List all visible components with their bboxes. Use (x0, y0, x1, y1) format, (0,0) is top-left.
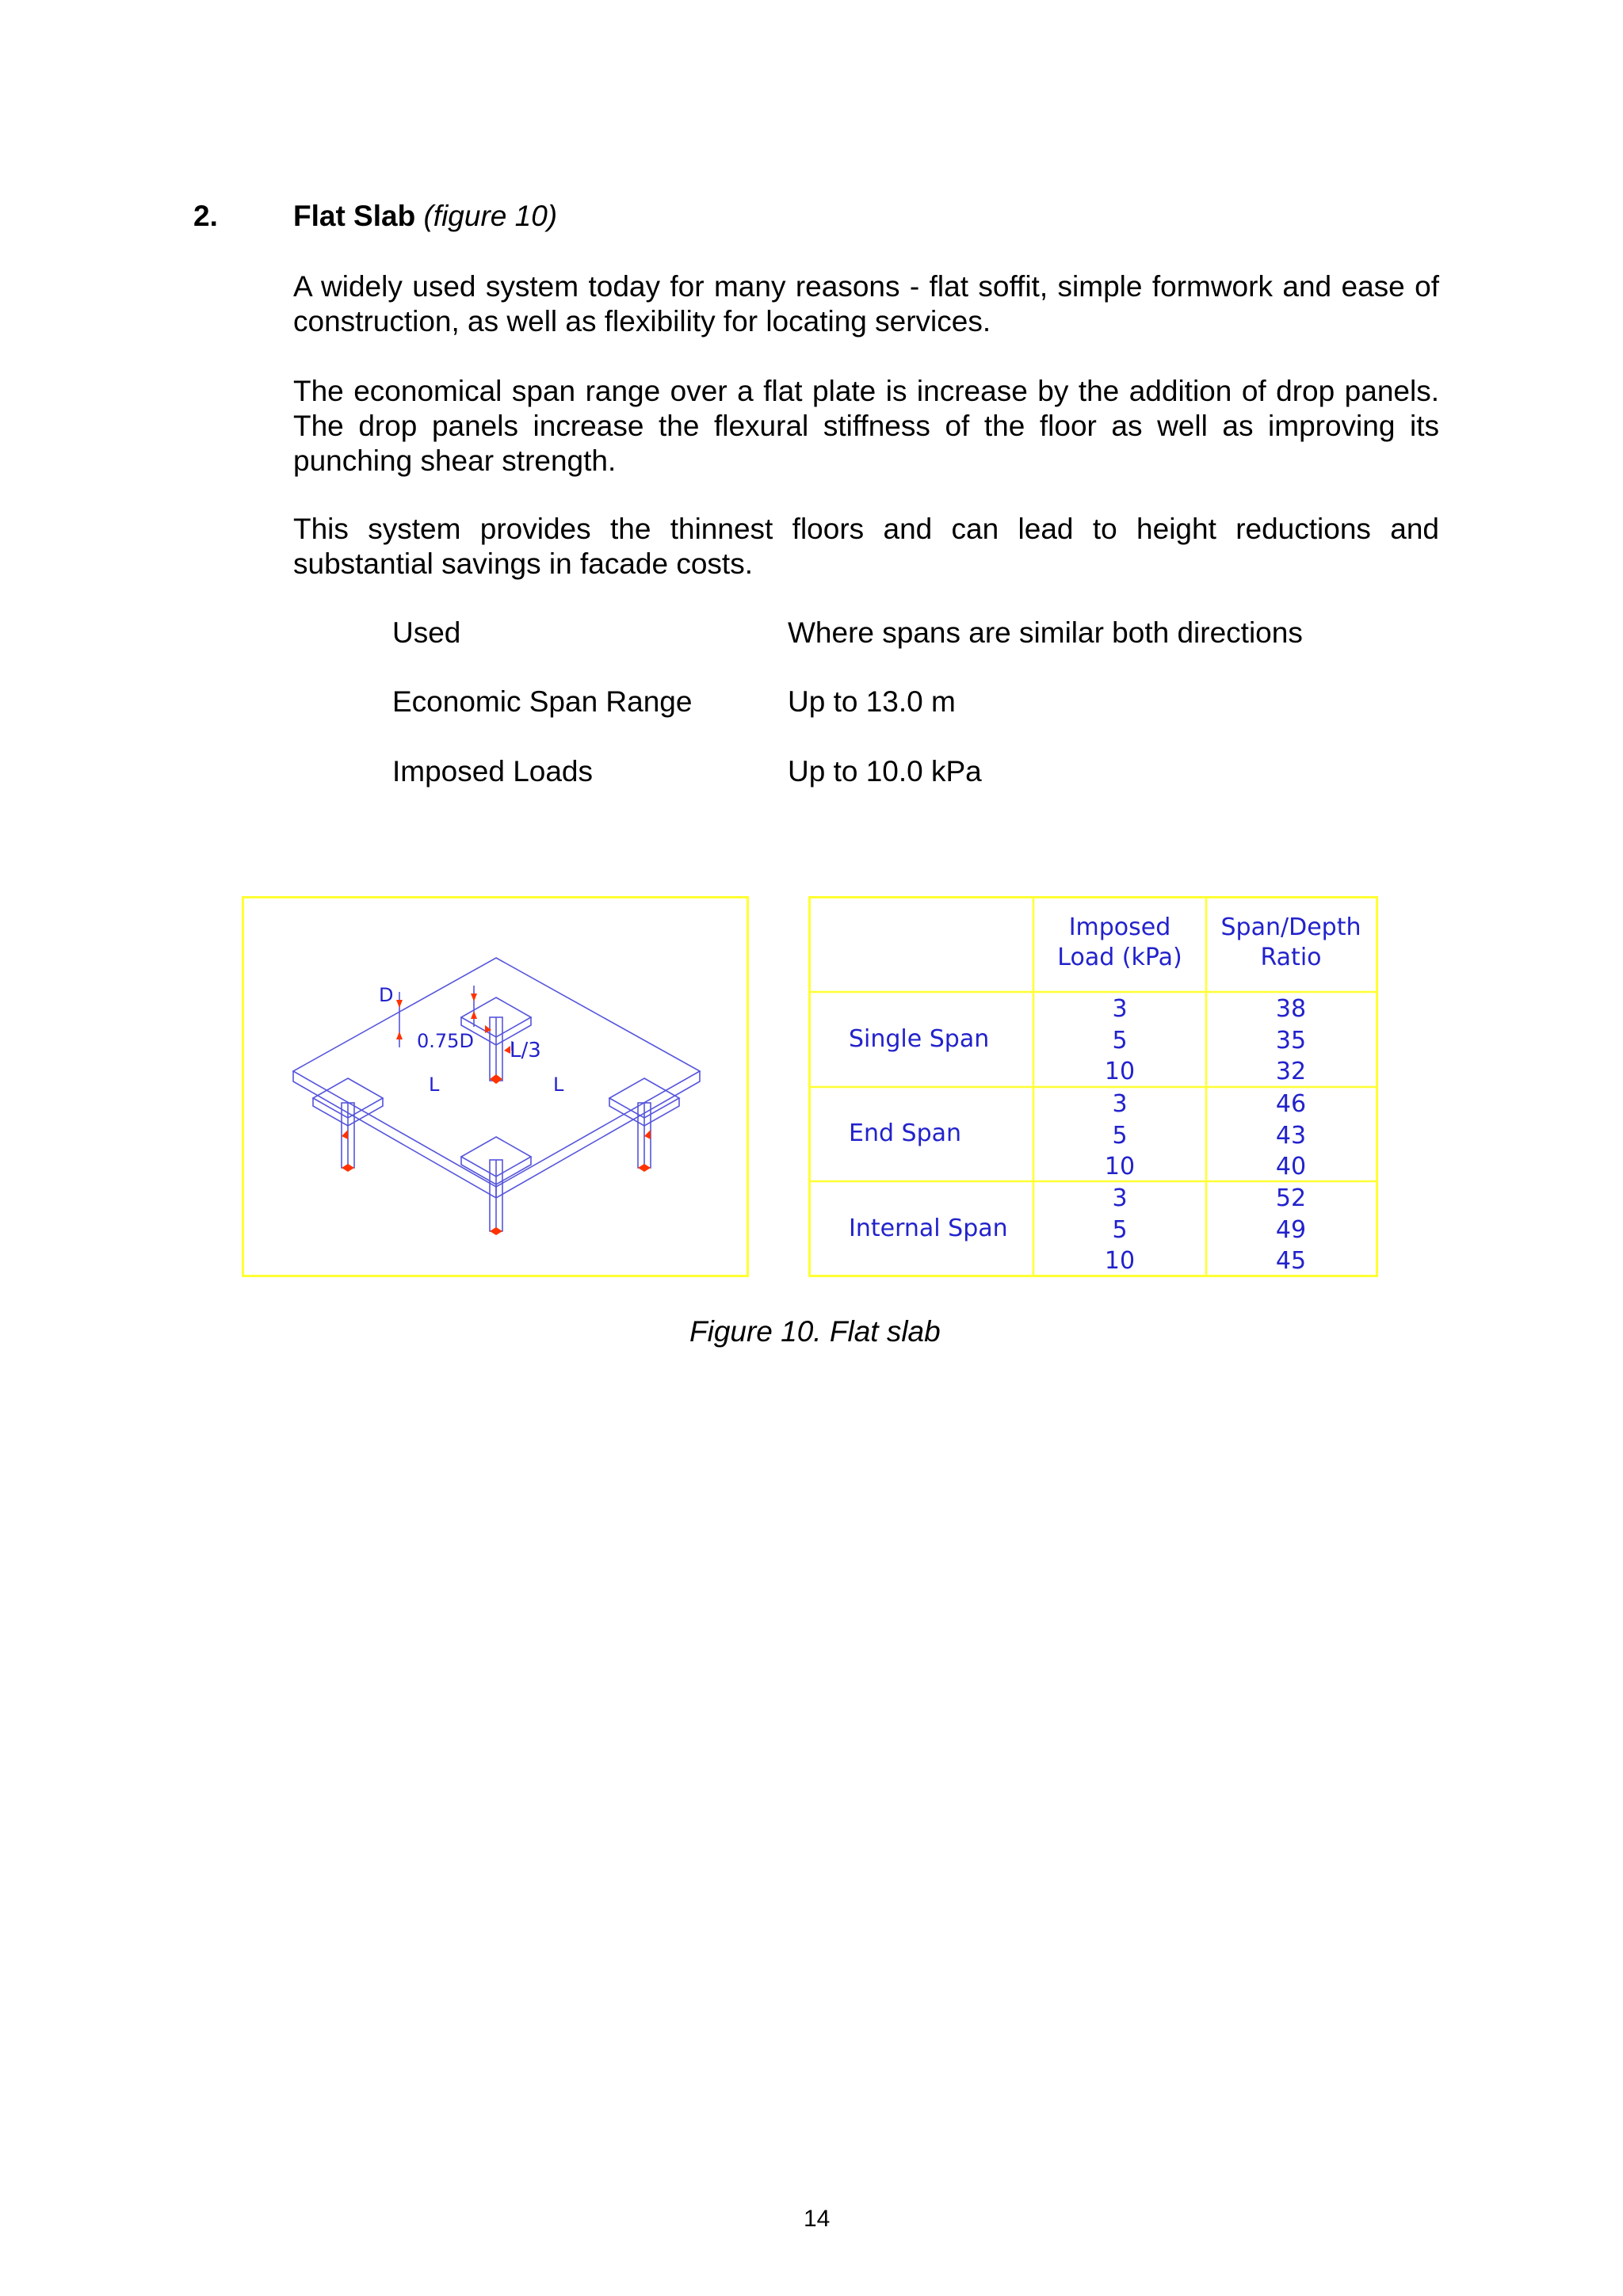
table-cell: 52 (1275, 1184, 1307, 1212)
table-cell: 5 (1112, 1121, 1128, 1150)
row-label-internal-span: Internal Span (849, 1215, 1008, 1242)
table-cell: 3 (1112, 1184, 1128, 1212)
property-value-used: Where spans are similar both directions (788, 616, 1303, 649)
label-drop-width: L/3 (510, 1039, 541, 1062)
property-key-used: Used (392, 616, 461, 649)
ratio-values-single-span (1206, 994, 1376, 1088)
load-values-internal-span (1033, 1183, 1206, 1277)
property-key-imposed-loads: Imposed Loads (392, 755, 594, 788)
header-imposed-load: Imposed Load (kPa) (1057, 913, 1182, 971)
table-cell: 38 (1275, 995, 1307, 1023)
property-value-imposed-loads: Up to 10.0 kPa (788, 755, 982, 788)
table-cell: 45 (1275, 1247, 1307, 1275)
table-cell: 10 (1104, 1247, 1136, 1275)
load-values-single-span (1033, 994, 1206, 1088)
section-figure-ref: (figure 10) (423, 200, 558, 232)
property-value-span-range: Up to 13.0 m (788, 685, 956, 718)
section-number: 2. (193, 200, 218, 232)
label-span-left: L (429, 1074, 440, 1096)
span-depth-table (808, 896, 1378, 1277)
row-label-end-span: End Span (849, 1119, 962, 1147)
table-cell: 35 (1275, 1026, 1307, 1055)
section-title: Flat Slab (293, 200, 416, 232)
table-cell: 49 (1275, 1215, 1307, 1244)
header-span-depth-ratio: Span/Depth Ratio (1220, 913, 1361, 971)
table-cell: 10 (1104, 1058, 1136, 1085)
ratio-values-end-span (1206, 1089, 1376, 1183)
table-cell: 46 (1275, 1090, 1307, 1118)
table-cell: 3 (1112, 1090, 1128, 1118)
table-cell: 5 (1112, 1215, 1128, 1244)
table-cell: 3 (1112, 995, 1128, 1023)
paragraph-2: The economical span range over a flat plate is increase by the addition of drop panels. The drop panels increase the flexural stiffness of the floor as well as improving its punching shear strength. (293, 375, 1439, 477)
paragraph-3: This system provides the thinnest floors and can lead to height reductions and substantial savings in facade costs. (293, 513, 1439, 580)
label-span-right: L (553, 1074, 564, 1096)
figure-caption: Figure 10. Flat slab (689, 1315, 941, 1348)
table-cell: 5 (1112, 1026, 1128, 1055)
flat-slab-diagram (244, 898, 747, 1275)
row-label-single-span: Single Span (849, 1025, 990, 1053)
flat-slab-diagram-frame (242, 896, 749, 1277)
ratio-values-internal-span (1206, 1183, 1376, 1277)
table-cell: 32 (1275, 1058, 1307, 1085)
property-key-span-range: Economic Span Range (392, 685, 693, 718)
section-heading (293, 200, 557, 233)
page-number: 14 (804, 2206, 831, 2232)
paragraph-1: A widely used system today for many reasons - flat soffit, simple formwork and ease of construction, as well as flexibility for locating services. (293, 270, 1439, 338)
table-cell: 10 (1104, 1153, 1136, 1180)
load-values-end-span (1033, 1089, 1206, 1183)
label-drop-depth: 0.75D (417, 1030, 474, 1052)
table-cell: 43 (1275, 1121, 1307, 1150)
table-cell: 40 (1275, 1153, 1307, 1180)
label-depth: D (379, 984, 394, 1006)
